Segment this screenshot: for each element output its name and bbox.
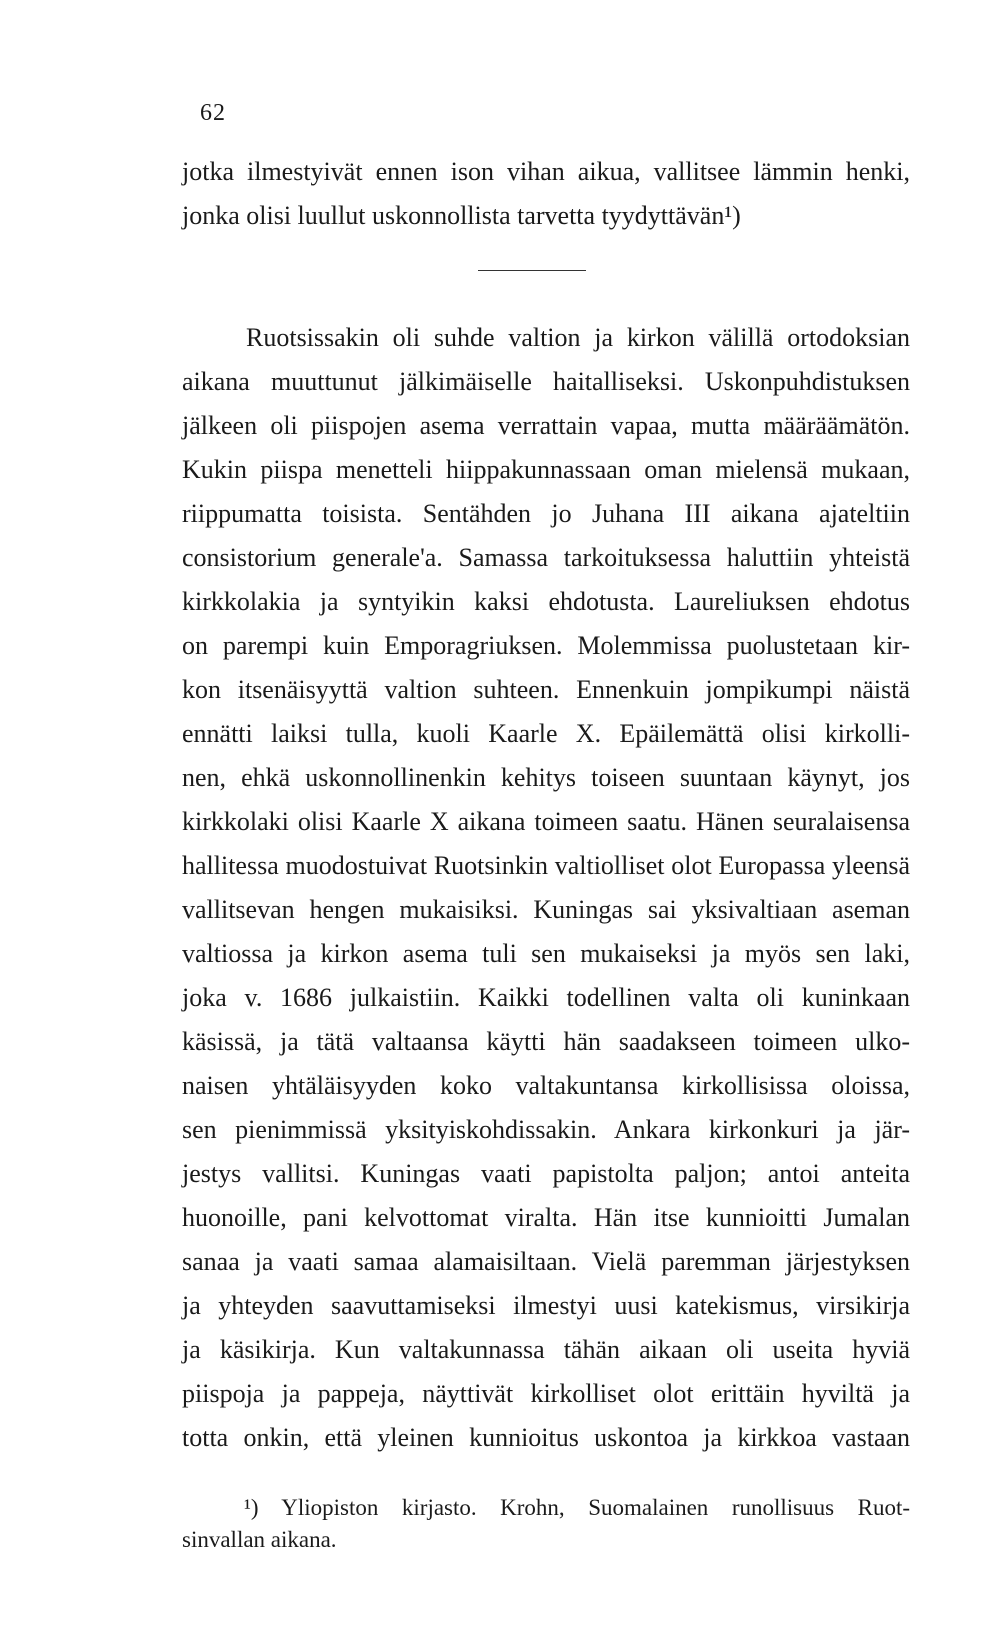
text-line: kirkkolaki olisi Kaarle X aikana toimeen saatu. Hänen seuralaisensa bbox=[182, 807, 910, 836]
text-line: consistorium generale'a. Samassa tarkoituksessa haluttiin yhteistä bbox=[182, 543, 910, 572]
text-line: totta onkin, että yleinen kunnioitus uskontoa ja kirkkoa vastaan bbox=[182, 1423, 910, 1452]
text-line: huonoille, pani kelvottomat viralta. Hän itse kunnioitti Jumalan bbox=[182, 1203, 910, 1232]
text-line: vallitsevan hengen mukaisiksi. Kuningas sai yksivaltiaan aseman bbox=[182, 895, 910, 924]
text-line: Kukin piispa menetteli hiippakunnassaan oman mielensä mukaan, bbox=[182, 455, 910, 484]
text-line: ja yhteyden saavuttamiseksi ilmestyi uusi katekismus, virsikirja bbox=[182, 1291, 910, 1320]
text-line: jestys vallitsi. Kuningas vaati papistolta paljon; antoi anteita bbox=[182, 1159, 910, 1188]
text-line: valtiossa ja kirkon asema tuli sen mukaiseksi ja myös sen laki, bbox=[182, 939, 910, 968]
text-line: riippumatta toisista. Sentähden jo Juhana III aikana ajateltiin bbox=[182, 499, 910, 528]
text-line: joka v. 1686 julkaistiin. Kaikki todellinen valta oli kuninkaan bbox=[182, 983, 910, 1012]
text-line: piispoja ja pappeja, näyttivät kirkolliset olot erittäin hyviltä ja bbox=[182, 1379, 910, 1408]
text-line: ja käsikirja. Kun valtakunnassa tähän aikaan oli useita hyviä bbox=[182, 1335, 910, 1364]
text-line: ennätti laiksi tulla, kuoli Kaarle X. Epäilemättä olisi kirkolli- bbox=[182, 719, 910, 748]
text-line: on parempi kuin Emporagriuksen. Molemmissa puolustetaan kir- bbox=[182, 631, 910, 660]
text-line: kon itsenäisyyttä valtion suhteen. Ennenkuin jompikumpi näistä bbox=[182, 675, 910, 704]
text-line: nen, ehkä uskonnollinenkin kehitys toiseen suuntaan käynyt, jos bbox=[182, 763, 910, 792]
text-line: sanaa ja vaati samaa alamaisiltaan. Vielä paremman järjestyksen bbox=[182, 1247, 910, 1276]
section-divider bbox=[478, 270, 586, 271]
text-line: jälkeen oli piispojen asema verrattain vapaa, mutta määräämätön. bbox=[182, 411, 910, 440]
text-line: jonka olisi luullut uskonnollista tarvetta tyydyttävän¹) bbox=[182, 201, 741, 230]
text-line: jotka ilmestyivät ennen ison vihan aikua, vallitsee lämmin henki, bbox=[182, 157, 910, 186]
text-line: aikana muuttunut jälkimäiselle haitalliseksi. Uskonpuhdistuksen bbox=[182, 367, 910, 396]
text-line: hallitessa muodostuivat Ruotsinkin valtiolliset olot Europassa yleensä bbox=[182, 851, 910, 880]
footnote-line: sinvallan aikana. bbox=[182, 1527, 337, 1552]
text-line: kirkkolakia ja syntyikin kaksi ehdotusta. Laureliuksen ehdotus bbox=[182, 587, 910, 616]
text-line: naisen yhtäläisyyden koko valtakuntansa kirkollisissa oloissa, bbox=[182, 1071, 910, 1100]
text-line: Ruotsissakin oli suhde valtion ja kirkon välillä ortodoksian bbox=[246, 323, 910, 352]
page-number: 62 bbox=[200, 100, 226, 126]
text-line: sen pienimmissä yksityiskohdissakin. Ankara kirkonkuri ja jär- bbox=[182, 1115, 910, 1144]
footnote-line: ¹) Yliopiston kirjasto. Krohn, Suomalainen runollisuus Ruot- bbox=[244, 1495, 910, 1520]
text-line: käsissä, ja tätä valtaansa käytti hän saadakseen toimeen ulko- bbox=[182, 1027, 910, 1056]
